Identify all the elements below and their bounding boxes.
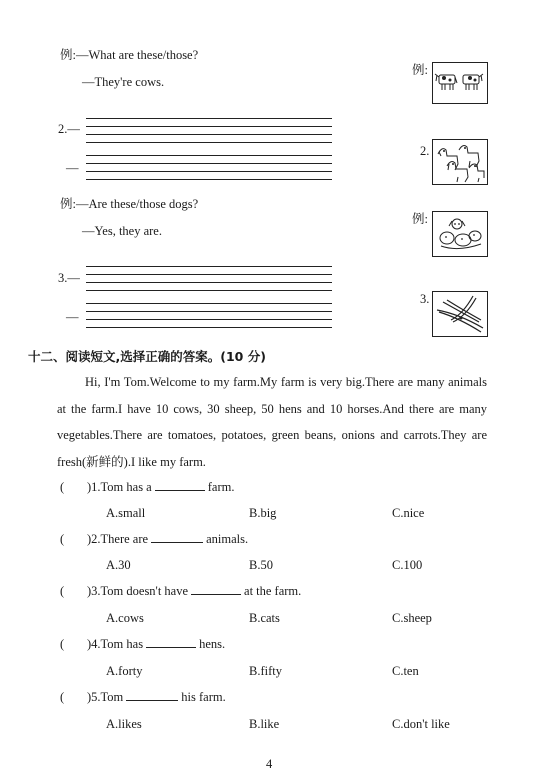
option-a[interactable]: A.forty bbox=[106, 664, 143, 678]
answer-paren[interactable]: ( bbox=[60, 584, 65, 598]
page-number: 4 bbox=[266, 757, 273, 771]
horses-picture bbox=[432, 139, 488, 185]
answer-paren[interactable]: ( bbox=[60, 480, 65, 494]
option-b[interactable]: B.like bbox=[249, 717, 280, 731]
question2-number: 2.— bbox=[58, 122, 80, 136]
picture4-label: 3. bbox=[420, 292, 430, 306]
question-text: )5.Tom his farm. bbox=[87, 690, 226, 704]
option-b[interactable]: B.big bbox=[249, 506, 277, 520]
section12-heading: 十二、阅读短文,选择正确的答案。(10 分) bbox=[28, 349, 266, 364]
example2-question-text: —Are these/those dogs? bbox=[75, 197, 199, 211]
answer-paren[interactable]: ( bbox=[60, 532, 65, 546]
question3-dash: — bbox=[66, 310, 79, 324]
cows-picture bbox=[432, 62, 488, 104]
horses-icon bbox=[433, 140, 487, 184]
answer-blank[interactable] bbox=[126, 689, 178, 701]
answer-blank[interactable] bbox=[151, 531, 203, 543]
question2-dash: — bbox=[66, 161, 79, 175]
dogs-icon bbox=[433, 212, 487, 256]
question-text: )3.Tom doesn't have at the farm. bbox=[87, 584, 302, 598]
example2-answer: —Yes, they are. bbox=[82, 224, 162, 238]
green-beans-icon bbox=[433, 292, 487, 336]
option-c[interactable]: C.don't like bbox=[392, 717, 450, 731]
option-c[interactable]: C.nice bbox=[392, 506, 425, 520]
example1-question bbox=[60, 47, 198, 63]
option-c[interactable]: C.100 bbox=[392, 558, 423, 572]
green-beans-picture bbox=[432, 291, 488, 337]
question3-number: 3.— bbox=[58, 271, 80, 285]
option-b[interactable]: B.cats bbox=[249, 611, 280, 625]
example1-question-text: —What are these/those? bbox=[75, 48, 199, 62]
picture3-label: 例: bbox=[412, 212, 428, 226]
question-text: )2.There are animals. bbox=[87, 532, 249, 546]
reading-passage: Hi, I'm Tom.Welcome to my farm.My farm is very big.There are many animals at the farm.I have 10 cows, 30 sheep, 50 hens and 10 horses.And there are many vegetables.There are tomatoes, potatoes, green beans, onions and carrots.They are fresh(新鲜的).I like my farm. bbox=[57, 375, 487, 469]
question-text: )4.Tom has hens. bbox=[87, 637, 226, 651]
answer-blank[interactable] bbox=[191, 583, 241, 595]
answer-paren[interactable]: ( bbox=[60, 690, 65, 704]
answer-blank[interactable] bbox=[155, 479, 205, 491]
answer-paren[interactable]: ( bbox=[60, 637, 65, 651]
picture1-label: 例: bbox=[412, 63, 428, 77]
option-b[interactable]: B.fifty bbox=[249, 664, 282, 678]
example2-label: 例: bbox=[60, 197, 76, 211]
option-c[interactable]: C.sheep bbox=[392, 611, 432, 625]
cows-icon bbox=[433, 63, 487, 103]
answer-blank[interactable] bbox=[146, 636, 196, 648]
example2-question bbox=[60, 196, 198, 212]
example1-answer: —They're cows. bbox=[82, 75, 165, 89]
question-text: )1.Tom has a farm. bbox=[87, 480, 235, 494]
option-a[interactable]: A.small bbox=[106, 506, 146, 520]
option-b[interactable]: B.50 bbox=[249, 558, 273, 572]
option-c[interactable]: C.ten bbox=[392, 664, 419, 678]
option-a[interactable]: A.cows bbox=[106, 611, 144, 625]
option-a[interactable]: A.likes bbox=[106, 717, 142, 731]
example1-label: 例: bbox=[60, 48, 76, 62]
picture2-label: 2. bbox=[420, 144, 430, 158]
dogs-picture bbox=[432, 211, 488, 257]
option-a[interactable]: A.30 bbox=[106, 558, 131, 572]
